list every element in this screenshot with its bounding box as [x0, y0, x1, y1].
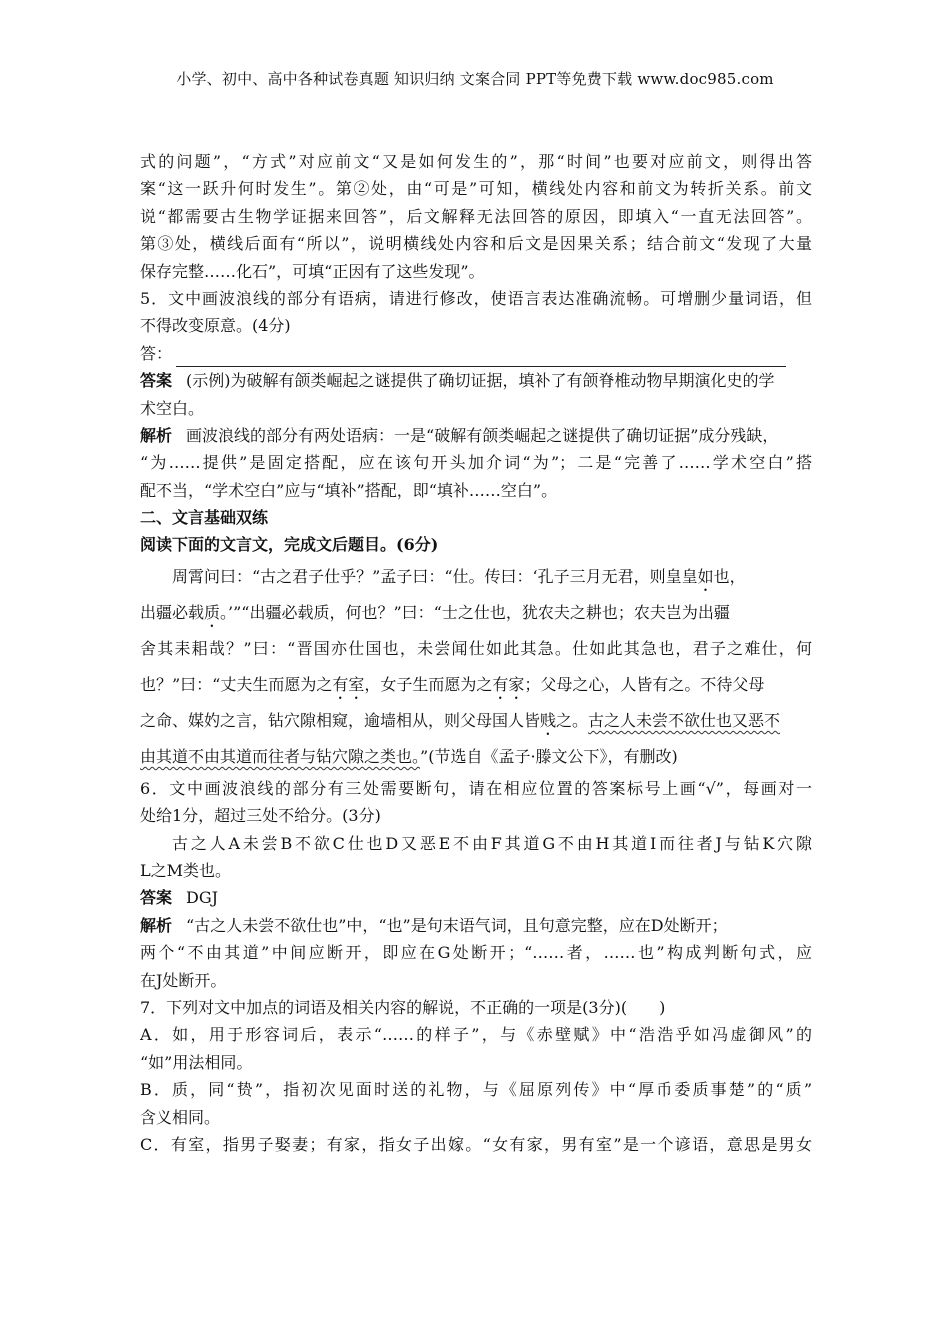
- analysis-6: [140, 912, 812, 939]
- question-6: 6．文中画波浪线的部分有三处需要断句，请在相应位置的答案标号上画“√”，每画对一: [140, 778, 812, 798]
- text-line: 案“这一跃升何时发生”。第②处，由“可是”可知，横线处内容和前文为转折关系。前文: [140, 179, 812, 199]
- text-line: 处给1分，超过三处不给分。(3分): [140, 806, 381, 826]
- answer-text: DGJ: [186, 888, 219, 908]
- dotted-word: 质: [204, 602, 221, 622]
- text-line: 式的问题”，“方式”对应前文“又是如何发生的”，那“时间”也要对应前文，则得出答: [140, 152, 812, 171]
- passage-text: 出疆必载: [140, 602, 205, 622]
- answer-text: (示例)为破解有颌类崛起之谜提供了确切证据，填补了有颌脊椎动物早期演化史的学: [186, 371, 775, 391]
- answer-label: 答：: [140, 343, 173, 363]
- analysis-label: 解析: [140, 915, 173, 935]
- answer-6: [140, 884, 812, 911]
- passage-line: [140, 595, 812, 631]
- text-line: 配不当，“学术空白”应与“填补”搭配，即“填补……空白”。: [140, 480, 558, 500]
- wavy-underlined-text: 古之人未尝不欲仕也又恶不: [588, 710, 781, 730]
- text-line: 第③处，横线后面有“所以”，说明横线处内容和后文是因果关系；结合前文“发现了大量: [140, 234, 812, 254]
- answer-label: 答案: [140, 371, 173, 391]
- analysis-text: “古之人未尝不欲仕也”中，“也”是句末语气词，且句意完整，应在D处断开；: [186, 915, 728, 935]
- passage-text: 也，: [713, 566, 746, 586]
- text-line: 在J处断开。: [140, 970, 227, 990]
- question-7: 7．下列对文中加点的词语及相关内容的解说，不正确的一项是(3分)( ): [140, 997, 666, 1017]
- passage-text: 周霄问曰：“古之君子仕乎？”孟子曰：“仕。传曰：‘孔子三月无君，则皇皇: [172, 566, 698, 586]
- document-body: [140, 148, 812, 1158]
- option-b: B．质，同“贽”，指初次见面时送的礼物，与《屈原列传》中“厚币委质事楚”的“质”: [140, 1080, 812, 1100]
- answer-5: [140, 367, 812, 394]
- question-5: 5．文中画波浪线的部分有语病，请进行修改，使语言表达准确流畅。可增删少量词语，但: [140, 288, 812, 308]
- wavy-underlined-text: 由其道不由其道而往者与钻穴隙之类也。: [140, 746, 421, 766]
- section-heading: 二、文言基础双练: [140, 508, 269, 528]
- passage-line: [140, 667, 812, 703]
- text-line: 术空白。: [140, 398, 205, 418]
- text-line: 保存完整……化石”，可填“正因有了这些发现”。: [140, 261, 485, 281]
- question-6-options: 古之人A未尝B不欲C仕也D又恶E不由F其道G不由H其道I而往者J与钻K穴隙: [172, 833, 812, 853]
- text-line: 不得改变原意。(4分): [140, 316, 291, 336]
- answer-label: 答案: [140, 888, 173, 908]
- text-line: 两个“不由其道”中间应断开，即应在G处断开；“……者，……也”构成判断句式，应: [140, 943, 812, 963]
- option-a: A．如，用于形容词后，表示“……的样子”，与《赤壁赋》中“浩浩乎如冯虚御风”的: [140, 1025, 812, 1045]
- passage-line: 舍其耒耜哉？”曰：“晋国亦仕国也，未尝闻仕如此其急。仕如此其急也，君子之难仕，何: [140, 638, 812, 658]
- passage-text: 。’”“出疆必载质，何也？”曰：“士之仕也，犹农夫之耕也；农夫岂为出疆: [220, 602, 730, 622]
- dotted-word: 如: [697, 566, 714, 586]
- passage-line: [140, 703, 812, 739]
- dotted-word: 有室: [332, 674, 365, 694]
- dotted-word: 贱: [540, 710, 557, 730]
- analysis-text: 画波浪线的部分有两处语病：一是“破解有颌类崛起之谜提供了确切证据”成分残缺，: [186, 425, 779, 445]
- passage-text: ，女子生而愿为之: [364, 674, 493, 694]
- text-line: 说“都需要古生物学证据来回答”，后文解释无法回答的原因，即填入“一直无法回答”。: [140, 206, 812, 226]
- answer-prompt: [140, 340, 812, 367]
- passage-text: 也？”曰：“丈夫生而愿为之: [140, 674, 333, 694]
- passage-source: ”(节选自《孟子·滕文公下》，有删改): [420, 746, 678, 766]
- reading-instruction: 阅读下面的文言文，完成文后题目。(6分): [140, 535, 439, 555]
- passage-line: [140, 559, 812, 595]
- text-line: “如”用法相同。: [140, 1052, 253, 1072]
- answer-blank-line[interactable]: [176, 348, 786, 367]
- text-line: 含义相同。: [140, 1107, 221, 1127]
- passage-text: 之。: [556, 710, 589, 730]
- page-header: 小学、初中、高中各种试卷真题 知识归纳 文案合同 PPT等免费下载 www.doc985.com: [176, 70, 774, 88]
- text-line: “为……提供”是固定搭配，应在该句开头加介词“为”；二是“完善了……学术空白”搭: [140, 453, 812, 473]
- analysis-5: [140, 422, 812, 449]
- dotted-word: 有家: [492, 674, 525, 694]
- passage-text: 之命、媒妁之言，钻穴隙相窥，逾墙相从，则父母国人皆: [140, 710, 541, 730]
- passage-line: [140, 739, 812, 775]
- analysis-label: 解析: [140, 425, 173, 445]
- text-line: L之M类也。: [140, 861, 232, 881]
- option-c: C．有室，指男子娶妻；有家，指女子出嫁。“女有家，男有室”是一个谚语，意思是男女: [140, 1134, 812, 1154]
- passage-text: ；父母之心，人皆有之。不待父母: [524, 674, 765, 694]
